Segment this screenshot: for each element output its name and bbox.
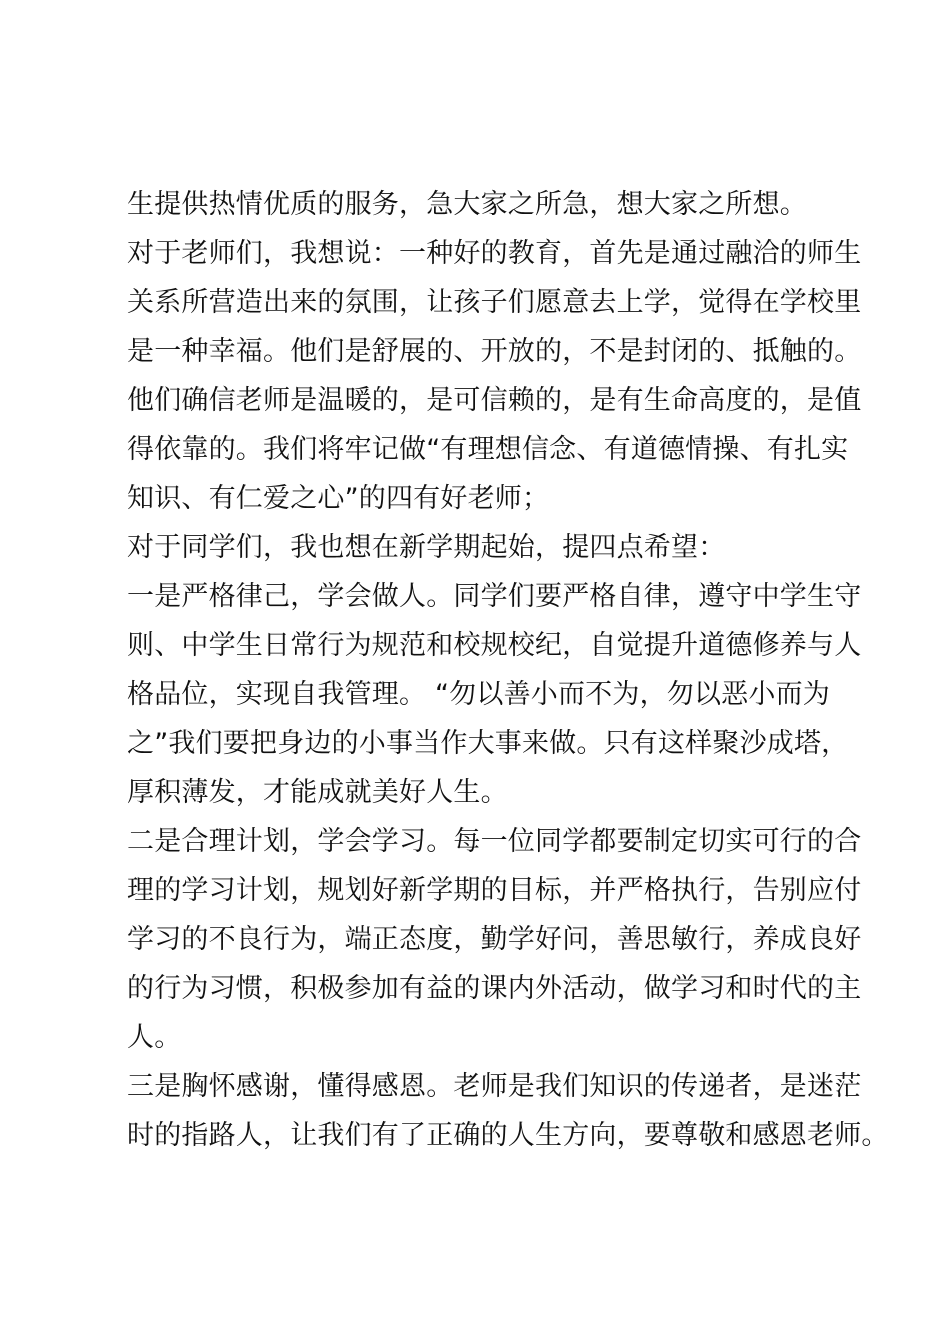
- text-line: 是一种幸福。他们是舒展的、开放的，不是封闭的、抵触的。: [127, 336, 862, 367]
- text-line: 人。: [127, 1022, 182, 1053]
- paragraph-hope-one: [127, 572, 862, 817]
- text-line: 得依靠的。我们将牢记做“有理想信念、有道德情操、有扎实: [127, 434, 849, 465]
- paragraph-hope-two: [127, 817, 862, 1062]
- text-line: 时的指路人，让我们有了正确的人生方向，要尊敬和感恩老师。: [127, 1120, 889, 1151]
- text-line: 他们确信老师是温暖的，是可信赖的，是有生命高度的，是值: [127, 385, 862, 416]
- text-line: 二是合理计划，学会学习。每一位同学都要制定切实可行的合: [127, 826, 862, 857]
- text-line: 之”我们要把身边的小事当作大事来做。只有这样聚沙成塔，: [127, 728, 849, 759]
- text-line: 生提供热情优质的服务，急大家之所急，想大家之所想。: [127, 189, 807, 220]
- text-line: 三是胸怀感谢，懂得感恩。老师是我们知识的传递者，是迷茫: [127, 1071, 862, 1102]
- text-line: 对于同学们，我也想在新学期起始，提四点希望：: [127, 532, 726, 563]
- paragraph-service: [127, 180, 837, 229]
- text-line: 对于老师们，我想说：一种好的教育，首先是通过融洽的师生: [127, 238, 862, 269]
- text-line: 理的学习计划，规划好新学期的目标，并严格执行，告别应付: [127, 875, 862, 906]
- text-line: 的行为习惯，积极参加有益的课内外活动，做学习和时代的主: [127, 973, 862, 1004]
- document-body: [127, 180, 889, 1160]
- text-line: 则、中学生日常行为规范和校规校纪，自觉提升道德修养与人: [127, 630, 862, 661]
- text-line: 厚积薄发，才能成就美好人生。: [127, 777, 508, 808]
- text-line: 知识、有仁爱之心”的四有好老师；: [127, 483, 550, 514]
- paragraph-students-intro: [127, 523, 837, 572]
- text-line: 学习的不良行为，端正态度，勤学好问，善思敏行，养成良好: [127, 924, 862, 955]
- text-line: 一是严格律己，学会做人。同学们要严格自律，遵守中学生守: [127, 581, 862, 612]
- text-line: 格品位，实现自我管理。 “勿以善小而不为，勿以恶小而为: [127, 679, 830, 710]
- text-line: 关系所营造出来的氛围，让孩子们愿意去上学，觉得在学校里: [127, 287, 862, 318]
- paragraph-hope-three: [127, 1062, 889, 1160]
- paragraph-teachers: [127, 229, 862, 523]
